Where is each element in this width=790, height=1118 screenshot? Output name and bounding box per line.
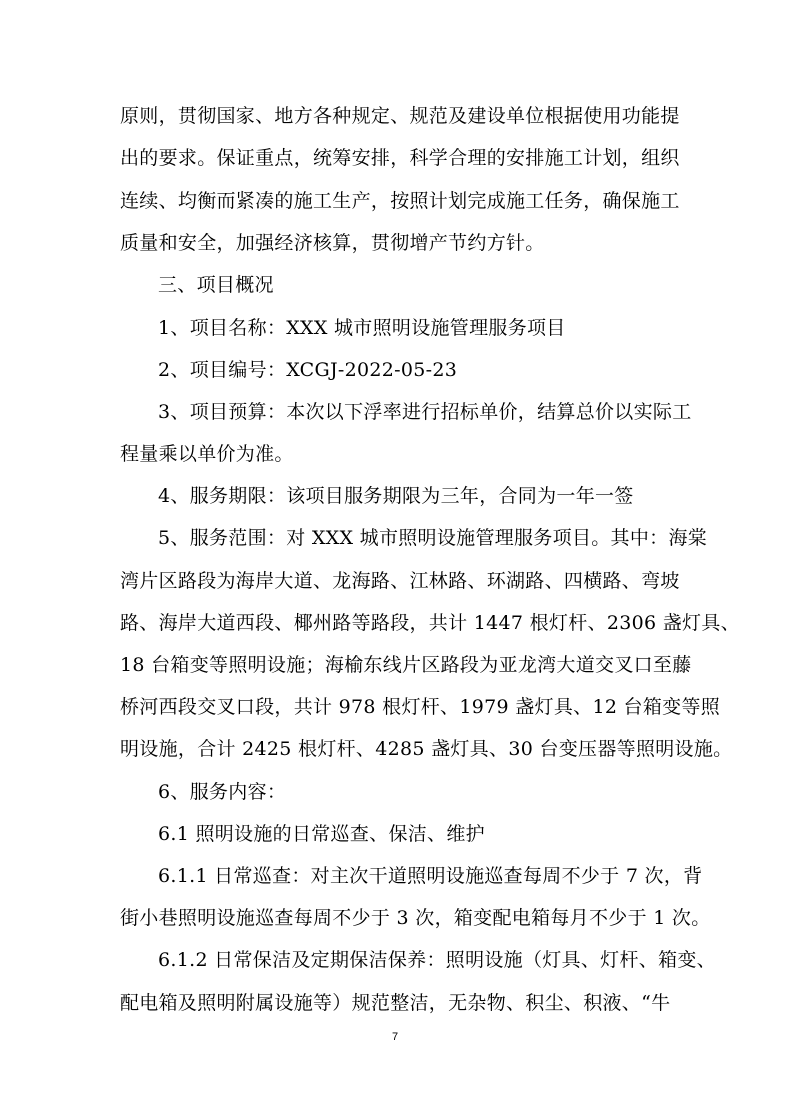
body-text-line: 6、服务内容： — [158, 781, 287, 803]
body-text-line: 5、服务范围：对 XXX 城市照明设施管理服务项目。其中：海棠 — [158, 527, 708, 549]
section-heading: 三、项目概况 — [158, 274, 274, 296]
page-number: 7 — [391, 1031, 399, 1043]
body-text-line: 明设施，合计 2425 根灯杆、4285 盏灯具、30 台变压器等照明设施。 — [120, 738, 733, 760]
body-text-line: 配电箱及照明附属设施等）规范整洁，无杂物、积尘、积液、“牛 — [120, 992, 671, 1014]
body-text-line: 湾片区路段为海岸大道、龙海路、江林路、环湖路、四横路、弯坡 — [120, 570, 680, 592]
body-text-line: 3、项目预算：本次以下浮率进行招标单价，结算总价以实际工 — [158, 401, 692, 423]
body-text-line: 原则，贯彻国家、地方各种规定、规范及建设单位根据使用功能提 — [120, 105, 680, 127]
body-text-line: 18 台箱变等照明设施；海榆东线片区路段为亚龙湾大道交叉口至藤 — [120, 654, 692, 676]
body-text-line: 质量和安全，加强经济核算，贯彻增产节约方针。 — [120, 232, 545, 254]
body-text-line: 2、项目编号：XCGJ-2022-05-23 — [158, 359, 458, 381]
body-text-line: 程量乘以单价为准。 — [120, 443, 294, 465]
subsection-heading: 6.1 照明设施的日常巡查、保洁、维护 — [158, 823, 485, 845]
body-text-line: 街小巷照明设施巡查每周不少于 3 次，箱变配电箱每月不少于 1 次。 — [120, 907, 711, 929]
body-text-line: 出的要求。保证重点，统筹安排，科学合理的安排施工计划，组织 — [120, 147, 680, 169]
body-text-line: 6.1.2 日常保洁及定期保洁保养：照明设施（灯具、灯杆、箱变、 — [158, 949, 716, 971]
body-text-line: 4、服务期限：该项目服务期限为三年，合同为一年一签 — [158, 485, 634, 507]
body-text-line: 桥河西段交叉口段，共计 978 根灯杆、1979 盏灯具、12 台箱变等照 — [120, 696, 721, 718]
body-text-line: 1、项目名称：XXX 城市照明设施管理服务项目 — [158, 317, 566, 339]
body-text-line: 6.1.1 日常巡查：对主次干道照明设施巡查每周不少于 7 次，背 — [158, 865, 703, 887]
body-text-line: 连续、均衡而紧凑的施工生产，按照计划完成施工任务，确保施工 — [120, 190, 680, 212]
body-text-line: 路、海岸大道西段、椰州路等路段，共计 1447 根灯杆、2306 盏灯具、 — [120, 612, 740, 634]
